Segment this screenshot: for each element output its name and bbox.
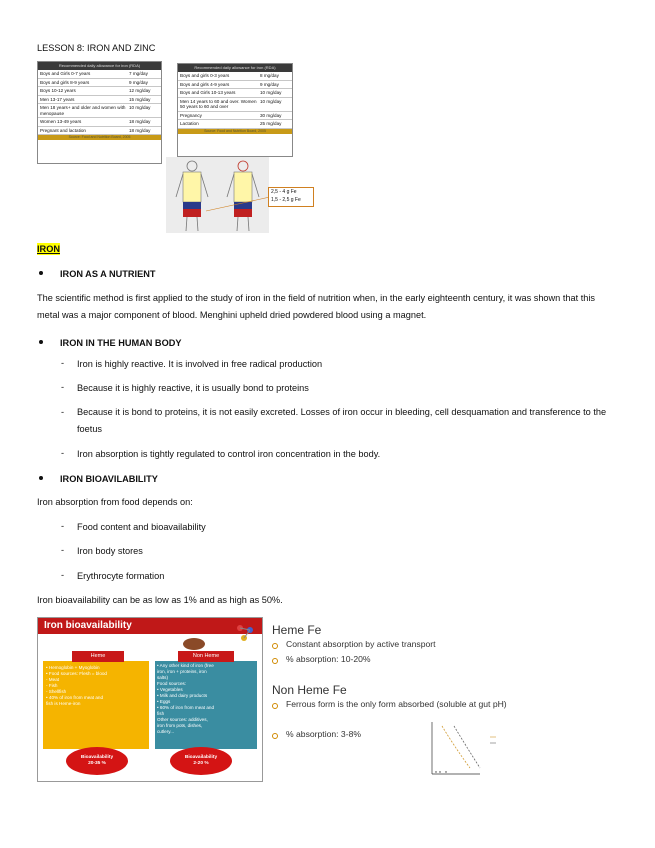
nonheme-item: % absorption: 3-8% [286,729,361,739]
table-header: Recommended daily allowance for iron (RDA) [38,62,161,70]
table-header: Recommended daily allowance for iron (RDA) [178,64,292,72]
body-iron-figure [166,157,269,233]
list-item: Because it is highly reactive, it is usually bond to proteins [77,383,309,393]
list-item: Iron absorption is tightly regulated to control iron concentration in the body. [77,449,381,459]
callout-line: 1,5 - 2,5 g Fe [271,197,301,203]
heme-bioavailability-badge: Bioavailability 20-35 % [66,747,128,775]
table-row: Boys and Girls 10-13 years 10 mg/day [178,89,292,98]
food-plate-icon [183,638,205,650]
list-item: Erythrocyte formation [77,571,165,581]
table-footer: Source: Food and Nutrition Board, 2005 [38,135,161,140]
dash-icon: - [61,570,65,580]
molecule-icon [234,622,256,644]
list-item: Iron is highly reactive. It is involved in free radical production [77,359,323,369]
heme-text: • Hemoglobin + Myoglobin • Food sources: Flesh = blood - Meat - Fish - Shellfish • 40% of iron from meat and fish is Heme-iron [46,665,107,706]
section-heading-iron: IRON [37,244,60,254]
circle-bullet-icon [272,733,278,739]
circle-bullet-icon [272,658,278,664]
table-row: Men 14 years to 60 and over. Women 50 years to 60 and over 10 mg/day [178,98,292,112]
heme-fe-title: Heme Fe [272,623,322,637]
heme-item: % absorption: 10-20% [286,654,371,664]
table-row: Men 18 years+ and older and women with menopause 10 mg/day [38,104,161,118]
rda-table-left [37,61,162,164]
heading-iron-bioavailability: IRON BIOAVILABILITY [60,474,158,484]
bullet-icon [39,271,43,275]
heme-item: Constant absorption by active transport [286,639,436,649]
nonheme-label: Non Heme [178,651,234,662]
iron-content-callout [268,187,314,207]
table-row: Lactation 25 mg/day [178,120,292,129]
nonheme-item: Ferrous form is the only form absorbed (soluble at gut pH) [286,699,507,709]
heme-label: Heme [72,651,124,662]
table-row: Pregnant and lactation 18 mg/day [38,127,161,136]
body-outline-illustration [166,157,269,233]
table-row: Pregnancy 30 mg/day [178,112,292,121]
slide-title: Iron bioavailability [38,618,262,634]
lesson-title: LESSON 8: IRON AND ZINC [37,43,156,53]
heading-iron-body: IRON IN THE HUMAN BODY [60,338,182,348]
list-item: Because it is bond to proteins, it is not easily excreted. Losses of iron occur in bleeding, cell desquamation and transference to the foetus [77,407,607,434]
table-footer: Source: Food and Nutrition Board, 2005 [178,129,292,134]
table-row: Boys and girls 0-3 years 8 mg/day [178,72,292,81]
dash-icon: - [61,407,65,417]
rda-table-right [177,63,293,157]
dash-icon: - [61,545,65,555]
dash-icon: - [61,358,65,368]
dash-icon: - [61,448,65,458]
list-item: Iron body stores [77,546,143,556]
circle-bullet-icon [272,643,278,649]
table-row: Boys and girls 4-9 years 9 mg/day [178,81,292,90]
table-row: Men 13-17 years 15 mg/day [38,96,161,105]
nonheme-bioavailability-badge: Bioavailability 2-20 % [170,747,232,775]
list-item: Food content and bioavailability [77,522,206,532]
heading-iron-nutrient: IRON AS A NUTRIENT [60,269,156,279]
bullet-icon [39,340,43,344]
nonheme-text: • Any other kind of iron (free iron, iron + proteins, iron salts) Food sources: • Vegetables • Milk and dairy products • Eggs • 60% of iron from meat and fish Other sources: additives, iron from pots, dishes, cutlery... [157,663,215,734]
dash-icon: - [61,521,65,531]
table-row: Boys and girls 8-9 years 9 mg/day [38,79,161,88]
circle-bullet-icon [272,703,278,709]
nonheme-fe-title: Non Heme Fe [272,683,347,697]
table-row: Boys 10-12 years 12 mg/day [38,87,161,96]
bioavailability-range: Iron bioavailability can be as low as 1% and as high as 50%. [37,595,283,605]
table-row: Boys and Girls 0-7 years 7 mg/day [38,70,161,79]
dash-icon: - [61,382,65,392]
absorption-intro: Iron absorption from food depends on: [37,497,193,507]
callout-line: 2,5 - 4 g Fe [271,189,297,195]
absorption-graph [420,718,520,782]
absorption-curves [420,718,520,782]
iron-bioavailability-slide [37,617,263,782]
table-row: Women 13-49 years 18 mg/day [38,118,161,127]
bullet-icon [39,476,43,480]
nutrient-paragraph: The scientific method is first applied to the study of iron in the field of nutrition when, in the early eighteenth century, it was shown that this metal was a major component of blood. Menghini upheld dried powdered blood using a magnet. [37,293,596,320]
